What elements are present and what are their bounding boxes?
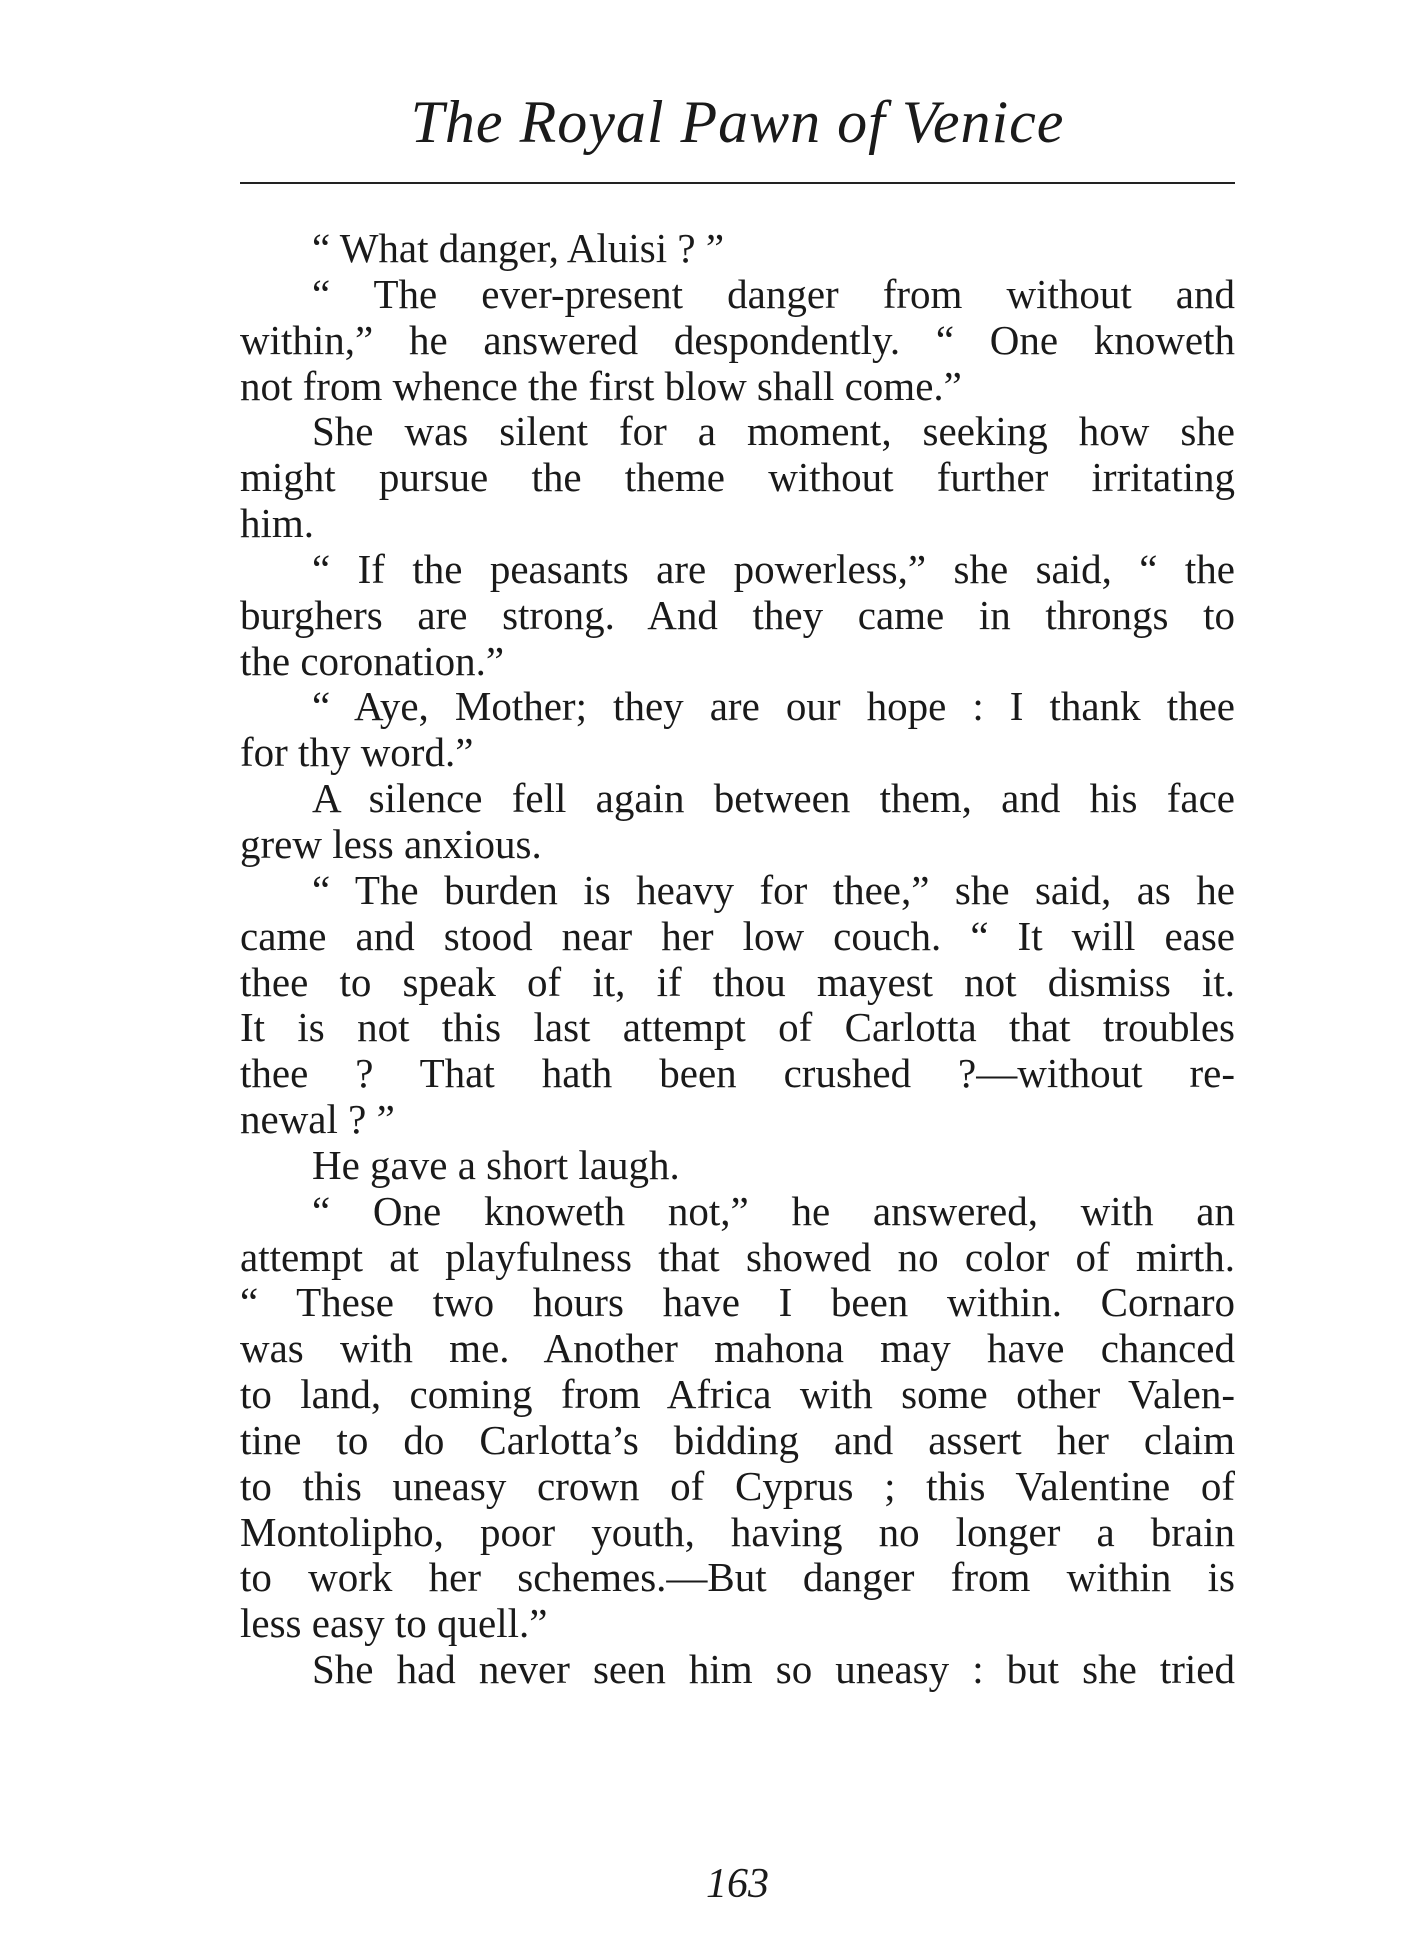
text-line: was with me. Another mahona may have chanced [240, 1326, 1235, 1372]
text-line: to this uneasy crown of Cyprus ; this Valentine of [240, 1463, 1235, 1509]
text-line: might pursue the theme without further irritating [240, 455, 1235, 501]
text-line: burghers are strong. And they came in throngs to [240, 592, 1235, 638]
text-line: “ The ever-present danger from without and [312, 271, 1235, 317]
running-head: The Royal Pawn of Venice [410, 89, 1065, 155]
text-line: “ These two hours have I been within. Cornaro [240, 1280, 1235, 1326]
text-line: “ The burden is heavy for thee,” she said, as he [312, 867, 1235, 913]
text-line: within,” he answered despondently. “ One knoweth [240, 317, 1235, 363]
page-number: 163 [706, 1861, 769, 1907]
text-line: “ What danger, Aluisi ? ” [312, 226, 725, 271]
text-line: grew less anxious. [240, 821, 542, 867]
text-line: tine to do Carlotta’s bidding and assert her claim [240, 1417, 1235, 1463]
body-text [240, 226, 1235, 1693]
text-line: She was silent for a moment, seeking how she [312, 409, 1235, 455]
text-line: newal ? ” [240, 1097, 395, 1143]
text-line: not from whence the first blow shall come.” [240, 363, 962, 409]
text-line: thee to speak of it, if thou mayest not dismiss it. [240, 959, 1235, 1005]
text-line: for thy word.” [240, 730, 474, 776]
text-line: “ Aye, Mother; they are our hope : I thank thee [312, 684, 1235, 730]
text-line: “ If the peasants are powerless,” she said, “ the [312, 546, 1235, 592]
text-line: less easy to quell.” [240, 1601, 548, 1647]
text-line: him. [240, 501, 315, 547]
text-line: It is not this last attempt of Carlotta that troubles [240, 1005, 1235, 1051]
text-line: to land, coming from Africa with some other Valen- [240, 1372, 1235, 1418]
text-line: the coronation.” [240, 638, 505, 684]
text-line: attempt at playfulness that showed no color of mirth. [240, 1234, 1235, 1280]
text-line: He gave a short laugh. [312, 1142, 680, 1188]
text-line: “ One knoweth not,” he answered, with an [312, 1188, 1235, 1234]
text-line: thee ? That hath been crushed ?—without re- [240, 1051, 1235, 1097]
text-line: came and stood near her low couch. “ It will ease [240, 913, 1235, 959]
text-line: She had never seen him so uneasy : but she tried [312, 1647, 1235, 1693]
text-line: to work her schemes.—But danger from within is [240, 1555, 1235, 1601]
header-rule [240, 182, 1235, 184]
text-line: Montolipho, poor youth, having no longer a brain [240, 1509, 1235, 1555]
text-line: A silence fell again between them, and his face [312, 776, 1235, 822]
